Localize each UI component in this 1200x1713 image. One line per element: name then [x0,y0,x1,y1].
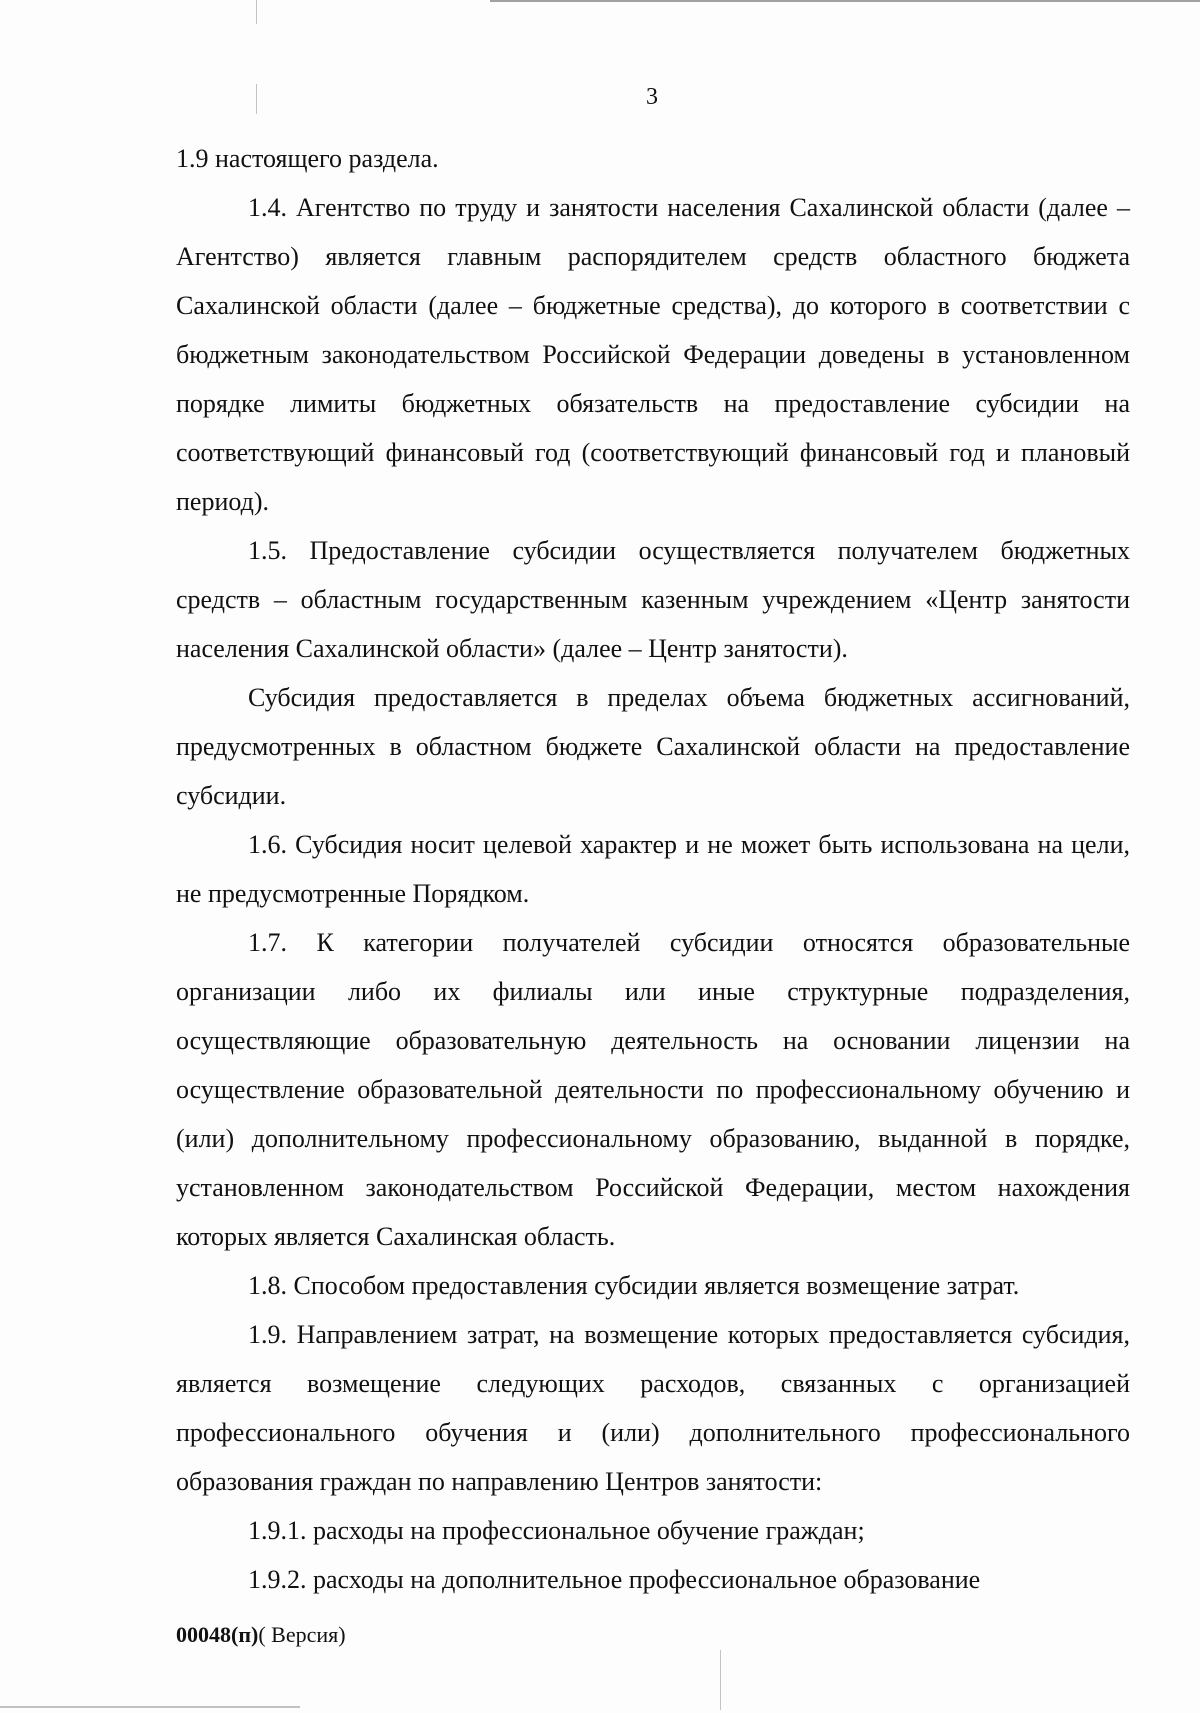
paragraph-1-7: 1.7. К категории получателей субсидии относятся образовательные организации либо их филиалы или иные структурные подразделения, осуществляющие образовательную деятельность на основании лицензии на осуществление образовательной деятельности по профессиональному обучению и (или) дополнительному профессиональному образованию, выданной в порядке, установленном законодательством Российской Федерации, местом нахождения которых является Сахалинская область. [176,928,1130,1251]
document-body [176,134,1130,1604]
paragraph-1-9-1: 1.9.1. расходы на профессиональное обучение граждан; [248,1516,865,1545]
paragraph-1-6: 1.6. Субсидия носит целевой характер и не может быть использована на цели, не предусмотренные Порядком. [176,830,1130,908]
document-footer [176,1621,346,1649]
document-code: 00048(п) [176,1622,259,1647]
paragraph-1-4: 1.4. Агентство по труду и занятости населения Сахалинской области (далее – Агентство) является главным распорядителем средств областного бюджета Сахалинской области (далее – бюджетные средства), до которого в соответствии с бюджетным законодательством Российской Федерации доведены в установленном порядке лимиты бюджетных обязательств на предоставление субсидии на соответствующий финансовый год (соответствующий финансовый год и плановый период). [176,193,1130,516]
document-version: ( Версия) [258,1622,346,1647]
page-number: 3 [646,84,658,110]
scan-artifact-top-line [490,0,1200,2]
paragraph-subsidy-limits: Субсидия предоставляется в пределах объема бюджетных ассигнований, предусмотренных в областном бюджете Сахалинской области на предоставление субсидии. [176,683,1130,810]
scan-artifact-tick [720,1650,721,1710]
paragraph-1-9: 1.9. Направлением затрат, на возмещение которых предоставляется субсидия, является возмещение следующих расходов, связанных с организацией профессионального обучения и (или) дополнительного профессионального образования граждан по направлению Центров занятости: [176,1320,1130,1496]
paragraph-1-8: 1.8. Способом предоставления субсидии является возмещение затрат. [248,1271,1020,1300]
paragraph-continuation: 1.9 настоящего раздела. [176,144,439,173]
paragraph-1-9-2: 1.9.2. расходы на дополнительное профессиональное образование [248,1565,981,1594]
scan-artifact-bottom-line [0,1706,300,1708]
scan-artifact-tick [256,84,257,114]
paragraph-1-5: 1.5. Предоставление субсидии осуществляется получателем бюджетных средств – областным государственным казенным учреждением «Центр занятости населения Сахалинской области» (далее – Центр занятости). [176,536,1130,663]
scan-artifact-tick [256,0,257,24]
